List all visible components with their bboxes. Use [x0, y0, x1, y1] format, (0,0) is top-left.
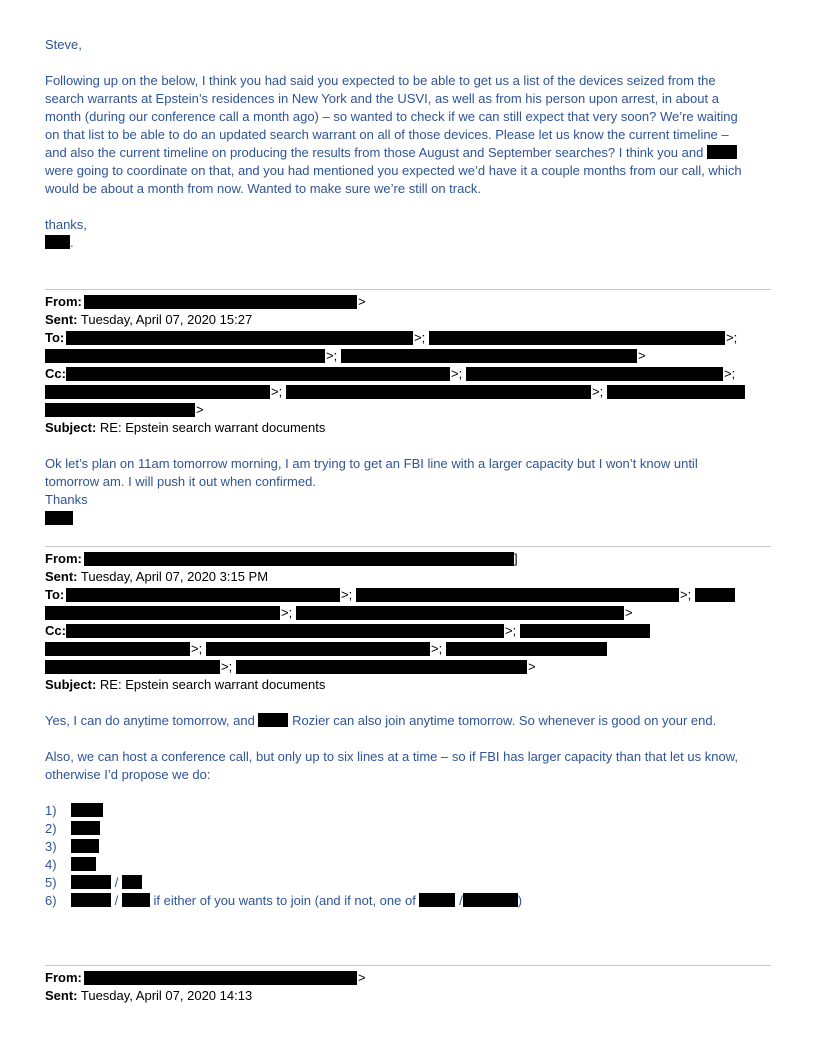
body-line-1a: Yes, I can do anytime tomorrow, and: [45, 713, 255, 728]
body-line-4: on that list to be able to do an updated search warrant on all of those devices. Please let us know the current timeline –: [45, 127, 729, 142]
sep: >;: [271, 384, 283, 399]
item6-close: ): [517, 893, 523, 908]
sent-label: Sent:: [45, 988, 78, 1003]
subject-label: Subject:: [45, 420, 97, 435]
list-number: 1): [45, 803, 57, 818]
redaction-box: [84, 552, 514, 566]
divider: [45, 546, 771, 547]
redaction-box: [45, 349, 325, 363]
sep: >;: [326, 348, 338, 363]
to-label: To:: [45, 587, 65, 602]
sep: >;: [726, 330, 738, 345]
list-number: 6): [45, 893, 57, 908]
slash: /: [114, 893, 119, 908]
divider: [45, 965, 771, 966]
from-label: From:: [45, 551, 82, 566]
redaction-box: [520, 624, 650, 638]
redaction-box: [71, 821, 100, 835]
redaction-box: [296, 606, 624, 620]
redaction-box: [71, 803, 103, 817]
body-line-1: Following up on the below, I think you had said you expected to be able to get us a list of the devices seized from the: [45, 73, 716, 88]
sep: >;: [431, 641, 443, 656]
sent-row: [45, 313, 252, 327]
body-line-2: search warrants at Epstein’s residences in New York and the USVI, as well as from his person upon arrest, in about a: [45, 91, 719, 106]
list-number: 2): [45, 821, 57, 836]
redaction-box: [66, 624, 504, 638]
sent-label: Sent:: [45, 312, 78, 327]
sep: >: [625, 605, 633, 620]
body-line-5: [45, 144, 737, 162]
list-item: [45, 838, 99, 856]
redaction-box: [45, 606, 280, 620]
redaction-box: [84, 971, 357, 985]
redaction-box: [707, 145, 737, 159]
redaction-box: [45, 660, 220, 674]
redaction-box: [122, 893, 150, 907]
sep: >;: [505, 623, 517, 638]
redaction-box: [66, 331, 413, 345]
list-item: [45, 820, 100, 838]
cc-label: Cc:: [45, 623, 66, 638]
redaction-box: [45, 235, 70, 249]
redaction-box: [419, 893, 455, 907]
sep: >;: [592, 384, 604, 399]
from-close: >: [358, 970, 366, 985]
redaction-box: [45, 511, 73, 525]
redaction-box: [45, 642, 190, 656]
list-number: 4): [45, 857, 57, 872]
sent-row: [45, 570, 268, 584]
list-item: [45, 874, 142, 892]
sep: >;: [680, 587, 692, 602]
redaction-box: [258, 713, 288, 727]
greeting: Steve,: [45, 37, 82, 52]
redaction-box: [71, 857, 96, 871]
sep: >: [638, 348, 646, 363]
redaction-box: [446, 642, 607, 656]
redaction-box: [236, 660, 527, 674]
sep: >;: [191, 641, 203, 656]
subject-value: RE: Epstein search warrant documents: [99, 677, 326, 692]
list-number: 5): [45, 875, 57, 890]
list-number: 3): [45, 839, 57, 854]
signature: [45, 234, 74, 252]
cc-label: Cc:: [45, 366, 66, 381]
sep: >;: [724, 366, 736, 381]
signoff: Thanks: [45, 492, 88, 507]
redaction-box: [84, 295, 357, 309]
redaction-box: [122, 875, 142, 889]
from-close: ]: [514, 551, 518, 566]
sent-value: Tuesday, April 07, 2020 3:15 PM: [80, 569, 269, 584]
redaction-box: [356, 588, 679, 602]
redaction-box: [45, 385, 270, 399]
redaction-box: [607, 385, 745, 399]
body-line-2: Also, we can host a conference call, but only up to six lines at a time – so if FBI has larger capacity than that let us know,: [45, 749, 738, 764]
sep: >;: [341, 587, 353, 602]
redaction-box: [695, 588, 735, 602]
signature-period: .: [70, 235, 74, 250]
redaction-box: [71, 893, 111, 907]
body-line-3: month (during our conference call a month ago) – so wanted to check if we can still expect that very soon? We’re waiting: [45, 109, 738, 124]
redaction-box: [286, 385, 591, 399]
body-line-1: [45, 712, 716, 730]
body-line-1: Ok let’s plan on 11am tomorrow morning, I am trying to get an FBI line with a larger capacity but I won’t know until: [45, 456, 698, 471]
subject-row: [45, 421, 325, 435]
sep: >;: [451, 366, 463, 381]
body-line-6: were going to coordinate on that, and you had mentioned you expected we’d have it a couple months from our call, which: [45, 163, 742, 178]
slash: /: [114, 875, 119, 890]
list-item: [45, 892, 522, 910]
body-line-3: otherwise I’d propose we do:: [45, 767, 211, 782]
sent-value: Tuesday, April 07, 2020 14:13: [80, 988, 253, 1003]
redaction-box: [463, 893, 518, 907]
sep: >: [528, 659, 536, 674]
redaction-box: [66, 367, 450, 381]
from-close: >: [358, 294, 366, 309]
sent-value: Tuesday, April 07, 2020 15:27: [80, 312, 253, 327]
body-line-5-text: and also the current timeline on producing the results from those August and September searches? I think you and: [45, 145, 704, 160]
redaction-box: [66, 588, 340, 602]
redaction-box: [341, 349, 637, 363]
subject-label: Subject:: [45, 677, 97, 692]
from-label: From:: [45, 970, 82, 985]
subject-row: [45, 678, 325, 692]
redaction-box: [71, 875, 111, 889]
list-item: [45, 856, 96, 874]
divider: [45, 289, 771, 290]
sep: >;: [414, 330, 426, 345]
signoff: thanks,: [45, 217, 87, 232]
subject-value: RE: Epstein search warrant documents: [99, 420, 326, 435]
sent-row: [45, 989, 252, 1003]
body-line-7: would be about a month from now. Wanted to make sure we’re still on track.: [45, 181, 481, 196]
sep: >;: [221, 659, 233, 674]
sent-label: Sent:: [45, 569, 78, 584]
to-label: To:: [45, 330, 65, 345]
item6-text: if either of you wants to join (and if not, one of: [153, 893, 416, 908]
from-label: From:: [45, 294, 82, 309]
redaction-box: [206, 642, 430, 656]
body-line-1b: Rozier can also join anytime tomorrow. So whenever is good on your end.: [292, 713, 717, 728]
body-line-2: tomorrow am. I will push it out when confirmed.: [45, 474, 316, 489]
sep: >;: [281, 605, 293, 620]
redaction-box: [429, 331, 725, 345]
list-item: [45, 802, 103, 820]
redaction-box: [71, 839, 99, 853]
redaction-box: [45, 403, 195, 417]
redaction-box: [466, 367, 723, 381]
sep: >: [196, 402, 204, 417]
slash: /: [459, 893, 463, 908]
